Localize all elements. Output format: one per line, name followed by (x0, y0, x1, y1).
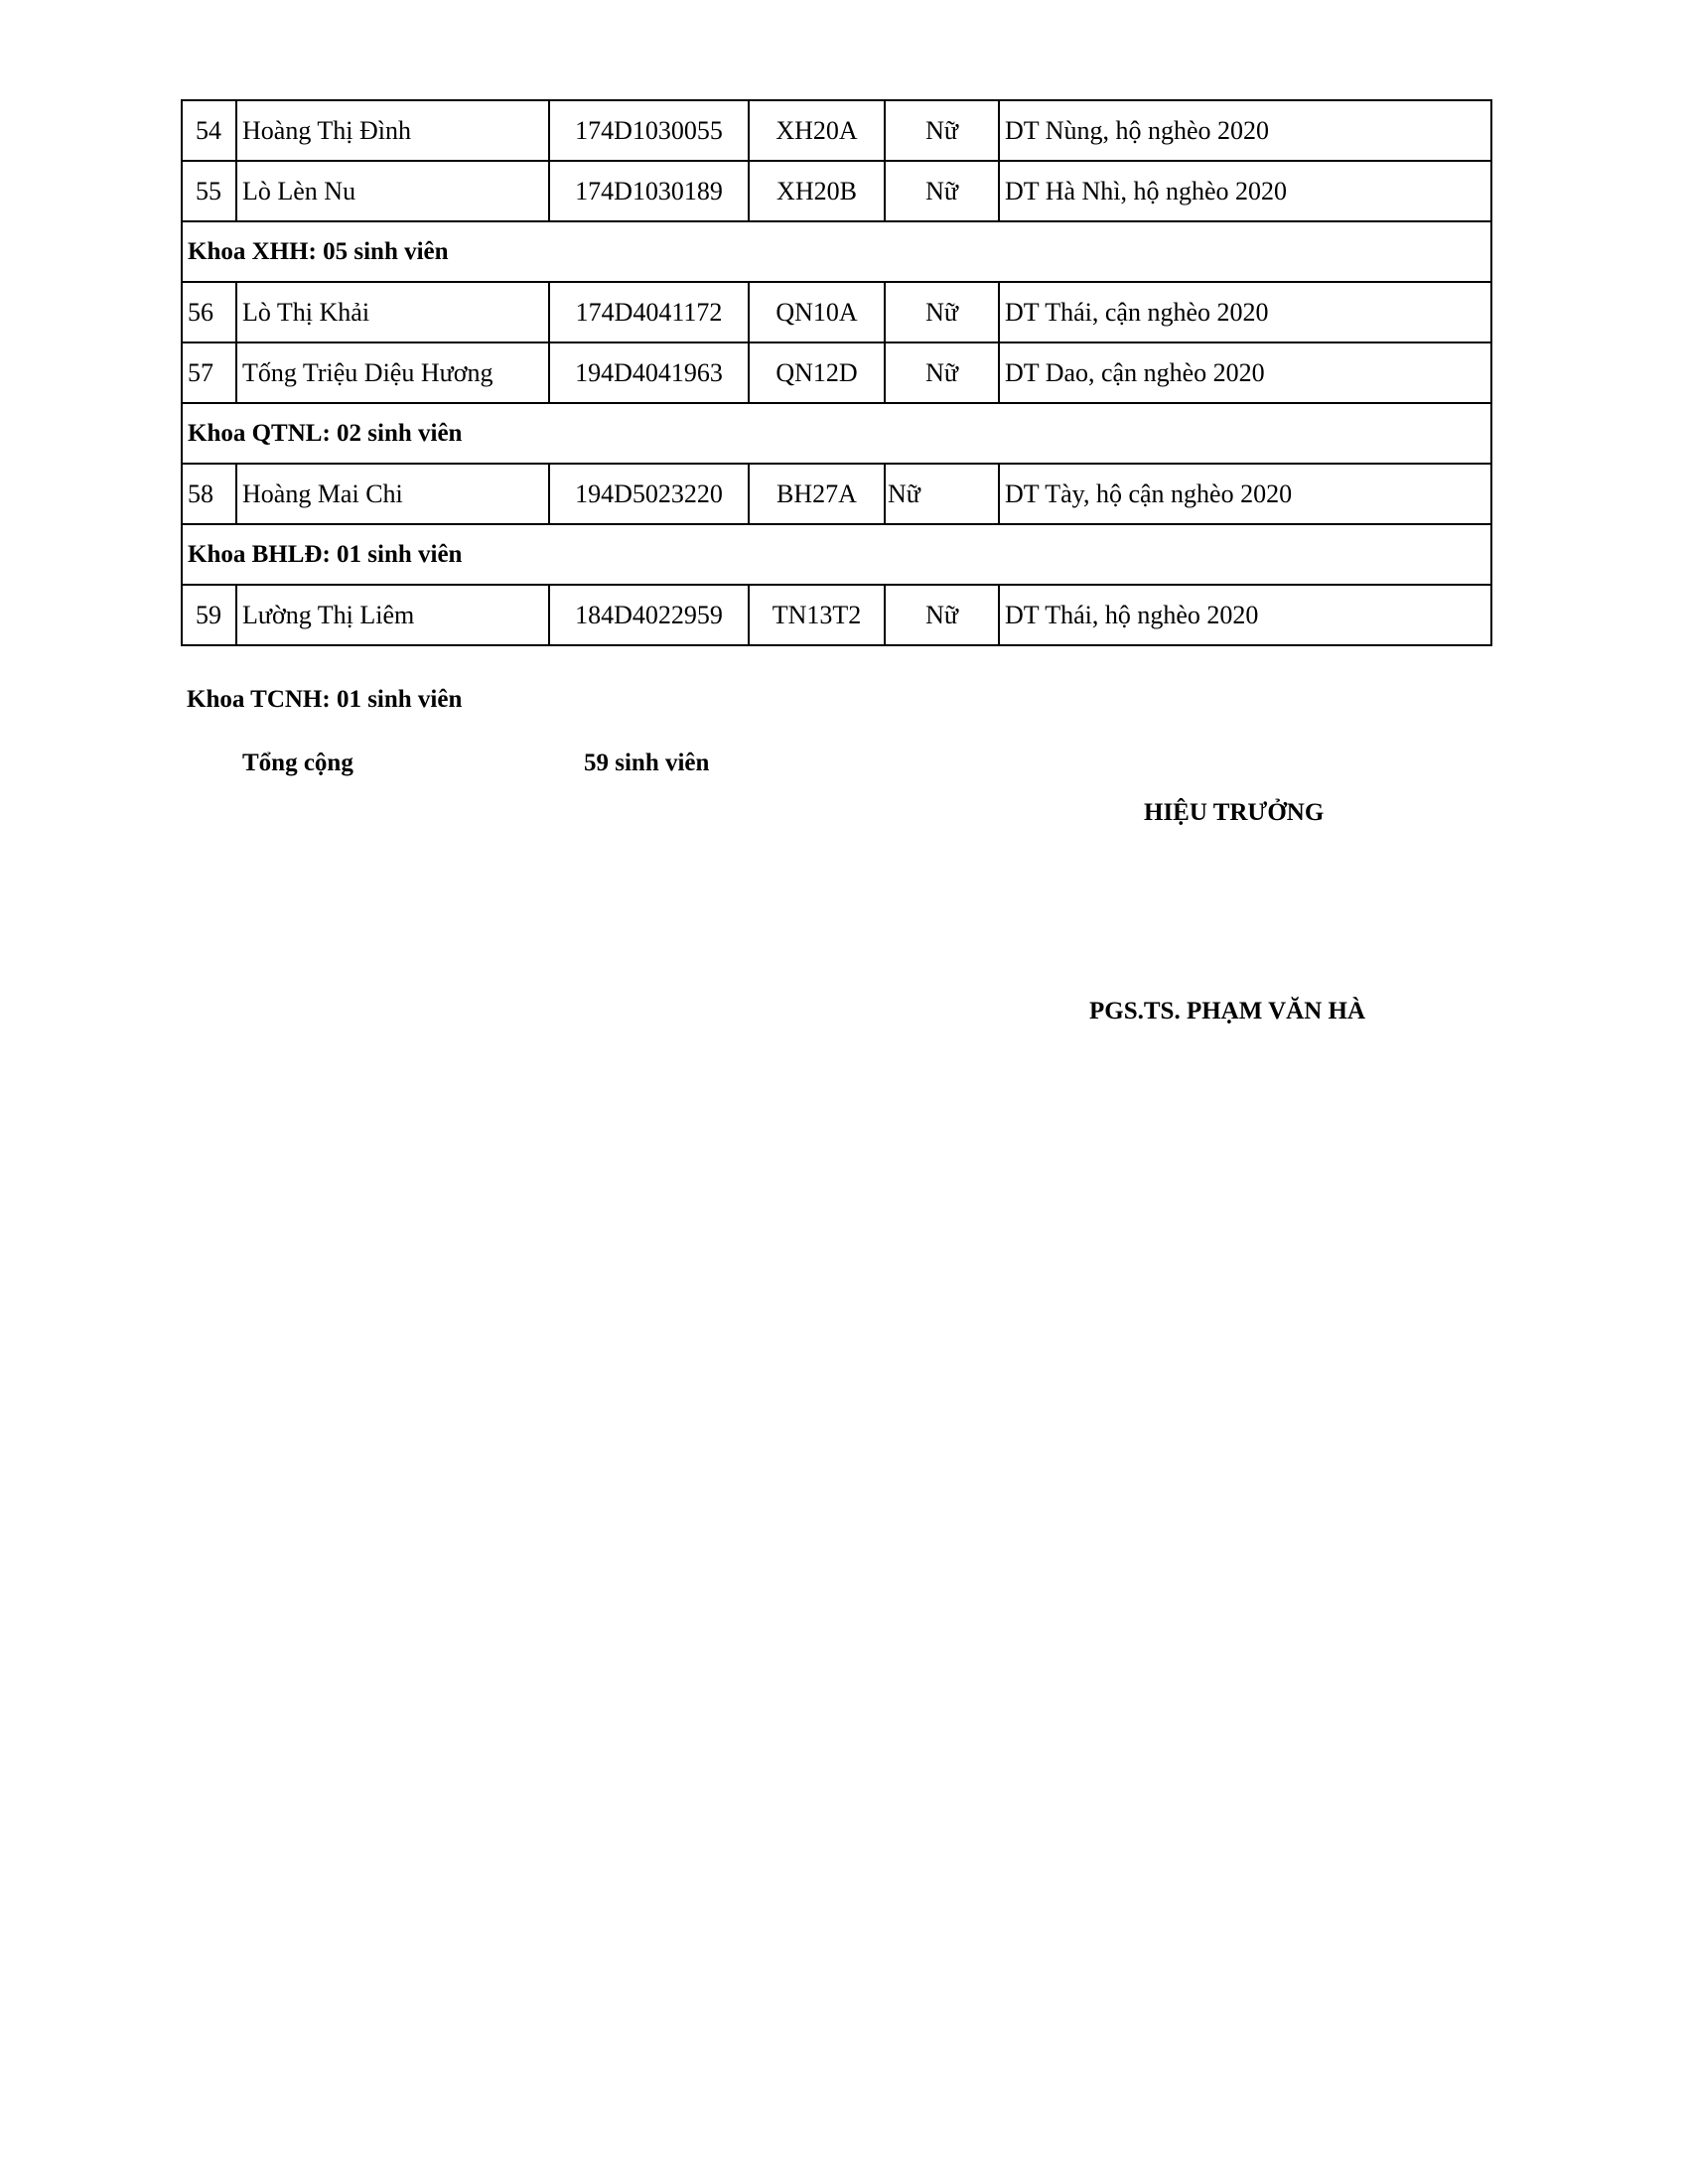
student-id-cell: 194D4041963 (549, 342, 749, 403)
total-label: Tổng cộng (242, 750, 353, 776)
student-id-cell: 174D1030055 (549, 100, 749, 161)
group-row (182, 403, 1491, 464)
class-cell: TN13T2 (749, 585, 885, 645)
name-cell: Tống Triệu Diệu Hương (236, 342, 549, 403)
note-cell: DT Nùng, hộ nghèo 2020 (999, 100, 1491, 161)
group-row (182, 524, 1491, 585)
stt-cell: 55 (182, 161, 236, 221)
name-cell: Hoàng Mai Chi (236, 464, 549, 524)
class-cell: XH20A (749, 100, 885, 161)
note-cell: DT Thái, hộ nghèo 2020 (999, 585, 1491, 645)
gender-cell: Nữ (885, 342, 999, 403)
student-list-table (181, 99, 1492, 646)
student-id-cell: 174D1030189 (549, 161, 749, 221)
class-cell: QN10A (749, 282, 885, 342)
class-cell: QN12D (749, 342, 885, 403)
signer-name: PGS.TS. PHẠM VĂN HÀ (1089, 998, 1366, 1024)
table-row (182, 464, 1491, 524)
table-row (182, 585, 1491, 645)
table-row (182, 161, 1491, 221)
gender-cell: Nữ (885, 161, 999, 221)
total-value: 59 sinh viên (584, 750, 710, 776)
table-row (182, 342, 1491, 403)
class-cell: XH20B (749, 161, 885, 221)
stt-cell: 59 (182, 585, 236, 645)
stt-cell: 54 (182, 100, 236, 161)
gender-cell: Nữ (885, 585, 999, 645)
note-cell: DT Hà Nhì, hộ nghèo 2020 (999, 161, 1491, 221)
name-cell: Hoàng Thị Đình (236, 100, 549, 161)
name-cell: Lò Lèn Nu (236, 161, 549, 221)
gender-cell: Nữ (885, 282, 999, 342)
stt-cell: 56 (182, 282, 236, 342)
class-cell: BH27A (749, 464, 885, 524)
gender-cell: Nữ (885, 464, 999, 524)
table-row (182, 100, 1491, 161)
note-cell: DT Dao, cận nghèo 2020 (999, 342, 1491, 403)
stt-cell: 57 (182, 342, 236, 403)
note-cell: DT Tày, hộ cận nghèo 2020 (999, 464, 1491, 524)
table-row (182, 282, 1491, 342)
last-group-label: Khoa TCNH: 01 sinh viên (187, 686, 463, 713)
group-label: Khoa XHH: 05 sinh viên (182, 221, 1491, 282)
student-id-cell: 194D5023220 (549, 464, 749, 524)
signer-title: HIỆU TRƯỞNG (1144, 799, 1325, 826)
stt-cell: 58 (182, 464, 236, 524)
name-cell: Lường Thị Liêm (236, 585, 549, 645)
group-label: Khoa QTNL: 02 sinh viên (182, 403, 1491, 464)
group-label: Khoa BHLĐ: 01 sinh viên (182, 524, 1491, 585)
student-id-cell: 184D4022959 (549, 585, 749, 645)
note-cell: DT Thái, cận nghèo 2020 (999, 282, 1491, 342)
gender-cell: Nữ (885, 100, 999, 161)
name-cell: Lò Thị Khải (236, 282, 549, 342)
group-row (182, 221, 1491, 282)
student-id-cell: 174D4041172 (549, 282, 749, 342)
